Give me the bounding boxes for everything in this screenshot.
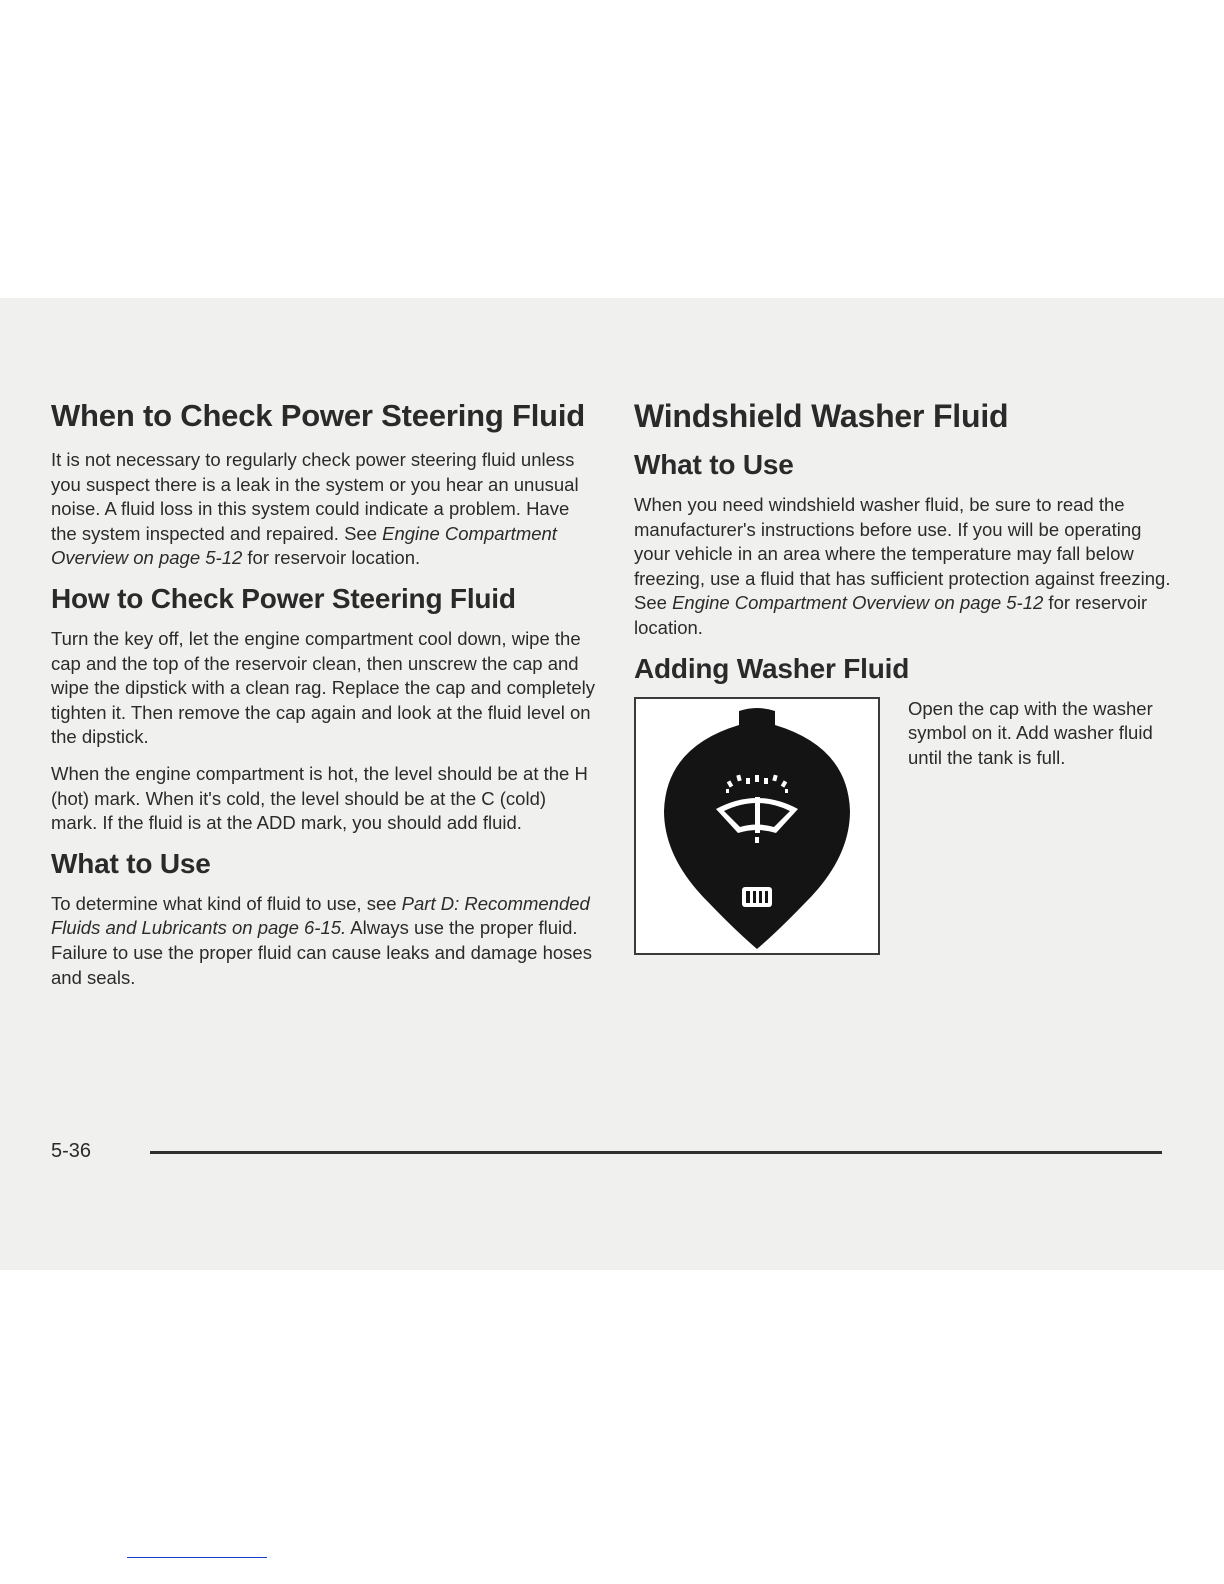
paragraph-text: It is not necessary to regularly check power steering fluid unless you suspect there is a leak in the system or you hear an unusual noise. A fluid loss in this system could indicate a problem. Have the system inspected and repaired. See (51, 449, 579, 544)
paragraph-text: When you need windshield washer fluid, be sure to read the manufacturer's instructions before use. If you will be operating your vehicle in an area where the temperature may fall below freezing, use a fluid that has sufficient protection against freezing. See (634, 494, 1171, 614)
bottom-link-underline[interactable] (127, 1557, 267, 1558)
paragraph-tail: for reservoir location. (634, 592, 1148, 638)
heading-what-to-use-left: What to Use (51, 847, 211, 879)
paragraph-what-to-use-left (51, 892, 596, 990)
washer-cap-figure (634, 697, 880, 955)
heading-what-to-use-right: What to Use (634, 449, 794, 480)
right-column (634, 398, 1174, 959)
cross-reference-link[interactable]: Engine Compartment Overview on page 5-12 (672, 592, 1044, 614)
paragraph-tail: Always use the proper fluid. Failure to use the proper fluid can cause leaks and damage hoses and seals. (51, 917, 592, 988)
figure-caption: Open the cap with the washer symbol on it. Add washer fluid until the tank is full. (908, 697, 1153, 768)
cross-reference-link[interactable]: Engine Compartment Overview on page 5-12 (51, 522, 557, 569)
cross-reference-link[interactable]: Part D: Recommended Fluids and Lubricants on page 6-15. (51, 892, 590, 939)
heading-windshield-washer-fluid: Windshield Washer Fluid (634, 398, 1009, 434)
figure-row (634, 697, 1174, 959)
footer-divider (150, 1151, 1162, 1154)
page-number: 5-36 (51, 1140, 92, 1162)
paragraph-how-to-check: Turn the key off, let the engine compartment cool down, wipe the cap and the top of the reservoir clean, then unscrew the cap and wipe the dipstick with a clean rag. Replace the cap and completely tighten it. Then remove the cap again and look at the fluid level on the dipstick. (51, 627, 595, 748)
paragraph-fluid-levels: When the engine compartment is hot, the level should be at the H (hot) mark. When it's cold, the level should be at the C (cold) mark. If the fluid is at the ADD mark, you should add fluid. (51, 762, 588, 834)
heading-when-to-check: When to Check Power Steering Fluid (51, 398, 586, 433)
paragraph-when-to-check (51, 448, 596, 571)
paragraph-text: To determine what kind of fluid to use, see (51, 892, 402, 914)
paragraph-what-to-use-right (634, 493, 1174, 641)
paragraph-tail: for reservoir location. (242, 547, 421, 569)
washer-fluid-cap-icon (636, 699, 878, 953)
left-column (51, 398, 596, 1002)
heading-how-to-check: How to Check Power Steering Fluid (51, 582, 516, 614)
heading-adding-washer-fluid: Adding Washer Fluid (634, 652, 910, 684)
